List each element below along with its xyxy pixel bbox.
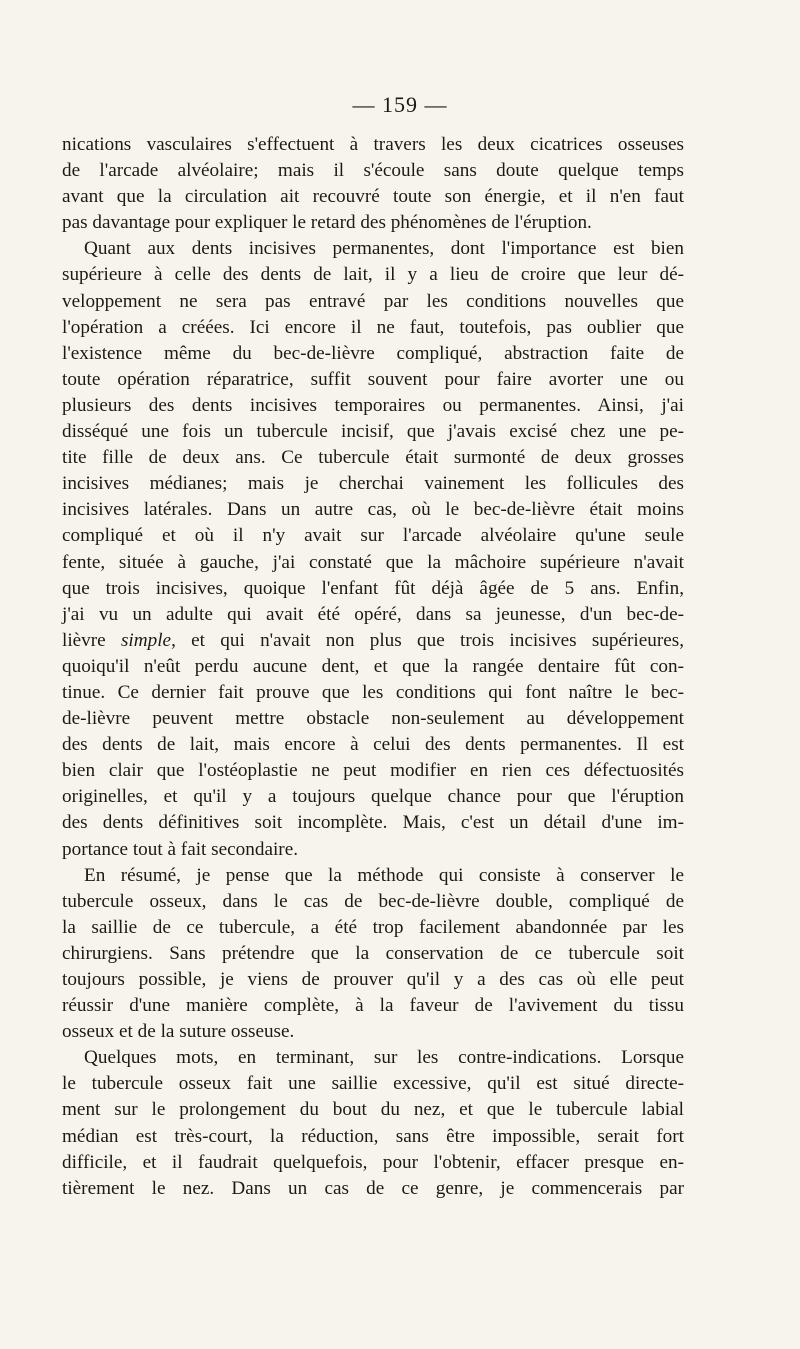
text-line: toujours possible, je viens de prouver qu'il y a des cas où elle peut	[62, 969, 684, 990]
text-line	[62, 628, 684, 654]
text-line: tièrement le nez. Dans un cas de ce genre, je commencerais par	[62, 1177, 684, 1199]
text-line: disséqué une fois un tubercule incisif, que j'avais excisé chez une pe-	[62, 421, 684, 443]
text-line: quoiqu'il n'eût perdu aucune dent, et que la rangée dentaire fût con-	[62, 655, 684, 677]
text-line: l'opération a créées. Ici encore il ne faut, toutefois, pas oublier que	[62, 316, 684, 338]
text-line: fente, située à gauche, j'ai constaté que la mâchoire supérieure n'avait	[62, 551, 684, 573]
body-text	[62, 132, 684, 1202]
text-line: difficile, et il faudrait quelquefois, pour l'obtenir, effacer presque en-	[62, 1151, 684, 1173]
text-line: le tubercule osseux fait une saillie excessive, qu'il est situé directe-	[62, 1073, 684, 1095]
text-line: portance tout à fait secondaire.	[62, 838, 299, 860]
text-fragment: , et qui n'avait non plus que trois incisives supérieures,	[171, 629, 684, 651]
paragraph-start-line: En résumé, je pense que la méthode qui consiste à conserver le	[84, 864, 684, 886]
text-line: de l'arcade alvéolaire; mais il s'écoule sans doute quelque temps	[62, 160, 684, 182]
text-line: toute opération réparatrice, suffit souvent pour faire avorter une ou	[62, 368, 684, 390]
text-fragment: lièvre	[62, 629, 121, 651]
text-line: supérieure à celle des dents de lait, il y a lieu de croire que leur dé-	[62, 264, 684, 286]
text-line: ment sur le prolongement du bout du nez, et que le tubercule labial	[62, 1099, 684, 1121]
text-line: la saillie de ce tubercule, a été trop facilement abandonnée par les	[62, 916, 684, 938]
text-line: des dents définitives soit incomplète. Mais, c'est un détail d'une im-	[62, 812, 684, 834]
text-line: l'existence même du bec-de-lièvre compliqué, abstraction faite de	[62, 342, 684, 364]
text-line: tite fille de deux ans. Ce tubercule était surmonté de deux grosses	[62, 447, 684, 469]
text-line: plusieurs des dents incisives temporaires ou permanentes. Ainsi, j'ai	[62, 394, 684, 416]
text-line: des dents de lait, mais encore à celui des dents permanentes. Il est	[62, 734, 684, 756]
paragraph-start-line: Quant aux dents incisives permanentes, dont l'importance est bien	[84, 238, 684, 260]
italic-word: simple	[120, 629, 172, 651]
text-line: chirurgiens. Sans prétendre que la conservation de ce tubercule soit	[62, 942, 684, 964]
text-line: incisives latérales. Dans un autre cas, où le bec-de-lièvre était moins	[62, 499, 684, 521]
text-line: bien clair que l'ostéoplastie ne peut modifier en rien ces défectuosités	[62, 760, 684, 782]
text-line: osseux et de la suture osseuse.	[62, 1021, 295, 1043]
text-line: originelles, et qu'il y a toujours quelque chance pour que l'éruption	[62, 786, 684, 808]
paragraph-start-line: Quelques mots, en terminant, sur les contre-indications. Lorsque	[84, 1047, 684, 1069]
text-line: médian est très-court, la réduction, sans être impossible, serait fort	[62, 1125, 684, 1147]
text-line: tinue. Ce dernier fait prouve que les conditions qui font naître le bec-	[62, 681, 684, 703]
text-line: incisives médianes; mais je cherchai vainement les follicules des	[62, 473, 684, 495]
text-line: veloppement ne sera pas entravé par les conditions nouvelles que	[62, 290, 684, 312]
text-line: j'ai vu un adulte qui avait été opéré, dans sa jeunesse, d'un bec-de-	[62, 603, 684, 625]
text-line: de-lièvre peuvent mettre obstacle non-seulement au développement	[62, 708, 684, 730]
text-line: compliqué et où il n'y avait sur l'arcade alvéolaire qu'une seule	[62, 525, 684, 547]
text-line: réussir d'une manière complète, à la faveur de l'avivement du tissu	[62, 995, 684, 1017]
text-line: pas davantage pour expliquer le retard des phénomènes de l'éruption.	[62, 212, 592, 234]
text-line: nications vasculaires s'effectuent à travers les deux cicatrices osseuses	[62, 134, 684, 155]
text-line: avant que la circulation ait recouvré toute son énergie, et il n'en faut	[62, 186, 684, 208]
page-number: — 159 —	[352, 92, 448, 117]
text-line: que trois incisives, quoique l'enfant fût déjà âgée de 5 ans. Enfin,	[62, 577, 684, 599]
text-line: tubercule osseux, dans le cas de bec-de-lièvre double, compliqué de	[62, 890, 684, 912]
